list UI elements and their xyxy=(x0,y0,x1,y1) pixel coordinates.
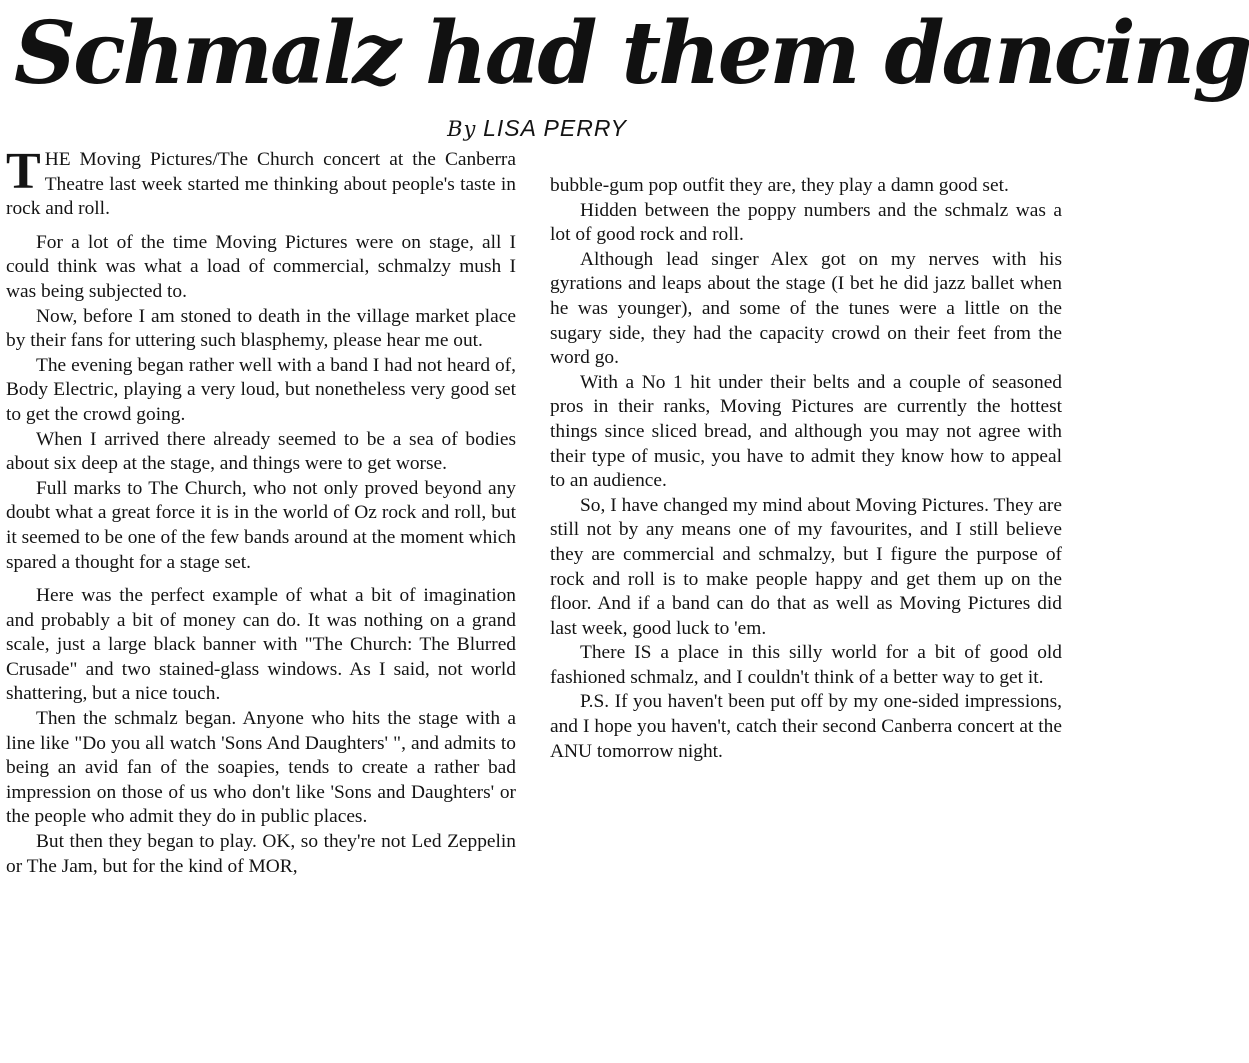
article-paragraph: For a lot of the time Moving Pictures were on stage, all I could think was what a load of commercial, schmalzy mush I was being subjected to. xyxy=(6,231,516,302)
article-paragraph: P.S. If you haven't been put off by my one-sided impressions, and I hope you haven't, catch their second Canberra concert at the ANU tomorrow night. xyxy=(550,691,1062,762)
article-paragraph: Then the schmalz began. Anyone who hits the stage with a line like "Do you all watch 'Sons And Daughters' ", and admits to being an avid fan of the soapies, tends to create a rather bad impression on those of us who don't like 'Sons and Daughters' or the people who admit they do in public places. xyxy=(6,708,516,828)
article-column-right xyxy=(550,174,1062,764)
article-paragraph: Although lead singer Alex got on my nerves with his gyrations and leaps about the stage (I bet he did jazz ballet when he was younger), and some of the tunes were a little on the sugary side, they had the capacity crowd on their feet from the word go. xyxy=(550,248,1062,369)
headline: Schmalz had them dancing xyxy=(14,3,1249,104)
byline-prefix: By xyxy=(447,117,477,141)
article-paragraph: With a No 1 hit under their belts and a couple of seasoned pros in their ranks, Moving Pictures are currently the hottest things since sliced bread, and although you may not agree with their type of music, you have to admit they know how to appeal to an audience. xyxy=(550,371,1062,492)
byline xyxy=(0,113,1074,144)
article-column-left xyxy=(6,143,516,879)
article-paragraph: When I arrived there already seemed to be a sea of bodies about six deep at the stage, and things were to get worse. xyxy=(6,428,516,475)
article-paragraph: Here was the perfect example of what a bit of imagination and probably a bit of money can do. It was nothing on a grand scale, just a large black banner with "The Church: The Blurred Crusade" and two stained-glass windows. As I said, not world shattering, but a nice touch. xyxy=(6,585,516,705)
article-paragraph: Hidden between the poppy numbers and the schmalz was a lot of good rock and roll. xyxy=(550,199,1062,246)
article-paragraph: Now, before I am stoned to death in the village market place by their fans for uttering such blasphemy, please hear me out. xyxy=(6,305,516,352)
article-paragraph: bubble-gum pop outfit they are, they play a damn good set. xyxy=(550,175,1009,196)
paragraph-text: HE Moving Pictures/The Church concert at the Canberra Theatre last week started me thinking about people's taste in rock and roll. xyxy=(6,149,516,220)
article-paragraph: So, I have changed my mind about Moving Pictures. They are still not by any means one of my favourites, and I still believe they are commercial and schmalzy, but I figure the purpose of rock and roll is to make people happy and get them up on the floor. And if a band can do that as well as Moving Pictures did last week, good luck to 'em. xyxy=(550,494,1062,639)
article-paragraph: The evening began rather well with a band I had not heard of, Body Electric, playing a very loud, but nonetheless very good set to get the crowd going. xyxy=(6,354,516,425)
article-paragraph xyxy=(6,143,516,222)
article-paragraph: There IS a place in this silly world for a bit of good old fashioned schmalz, and I couldn't think of a better way to get it. xyxy=(550,642,1062,688)
byline-author: LISA PERRY xyxy=(483,115,627,141)
drop-cap: T xyxy=(6,143,41,200)
article-paragraph: But then they began to play. OK, so they're not Led Zeppelin or The Jam, but for the kind of MOR, xyxy=(6,831,516,877)
article-paragraph: Full marks to The Church, who not only proved beyond any doubt what a great force it is in the world of Oz rock and roll, but it seemed to be one of the few bands around at the moment which spared a thought for a stage set. xyxy=(6,477,516,573)
